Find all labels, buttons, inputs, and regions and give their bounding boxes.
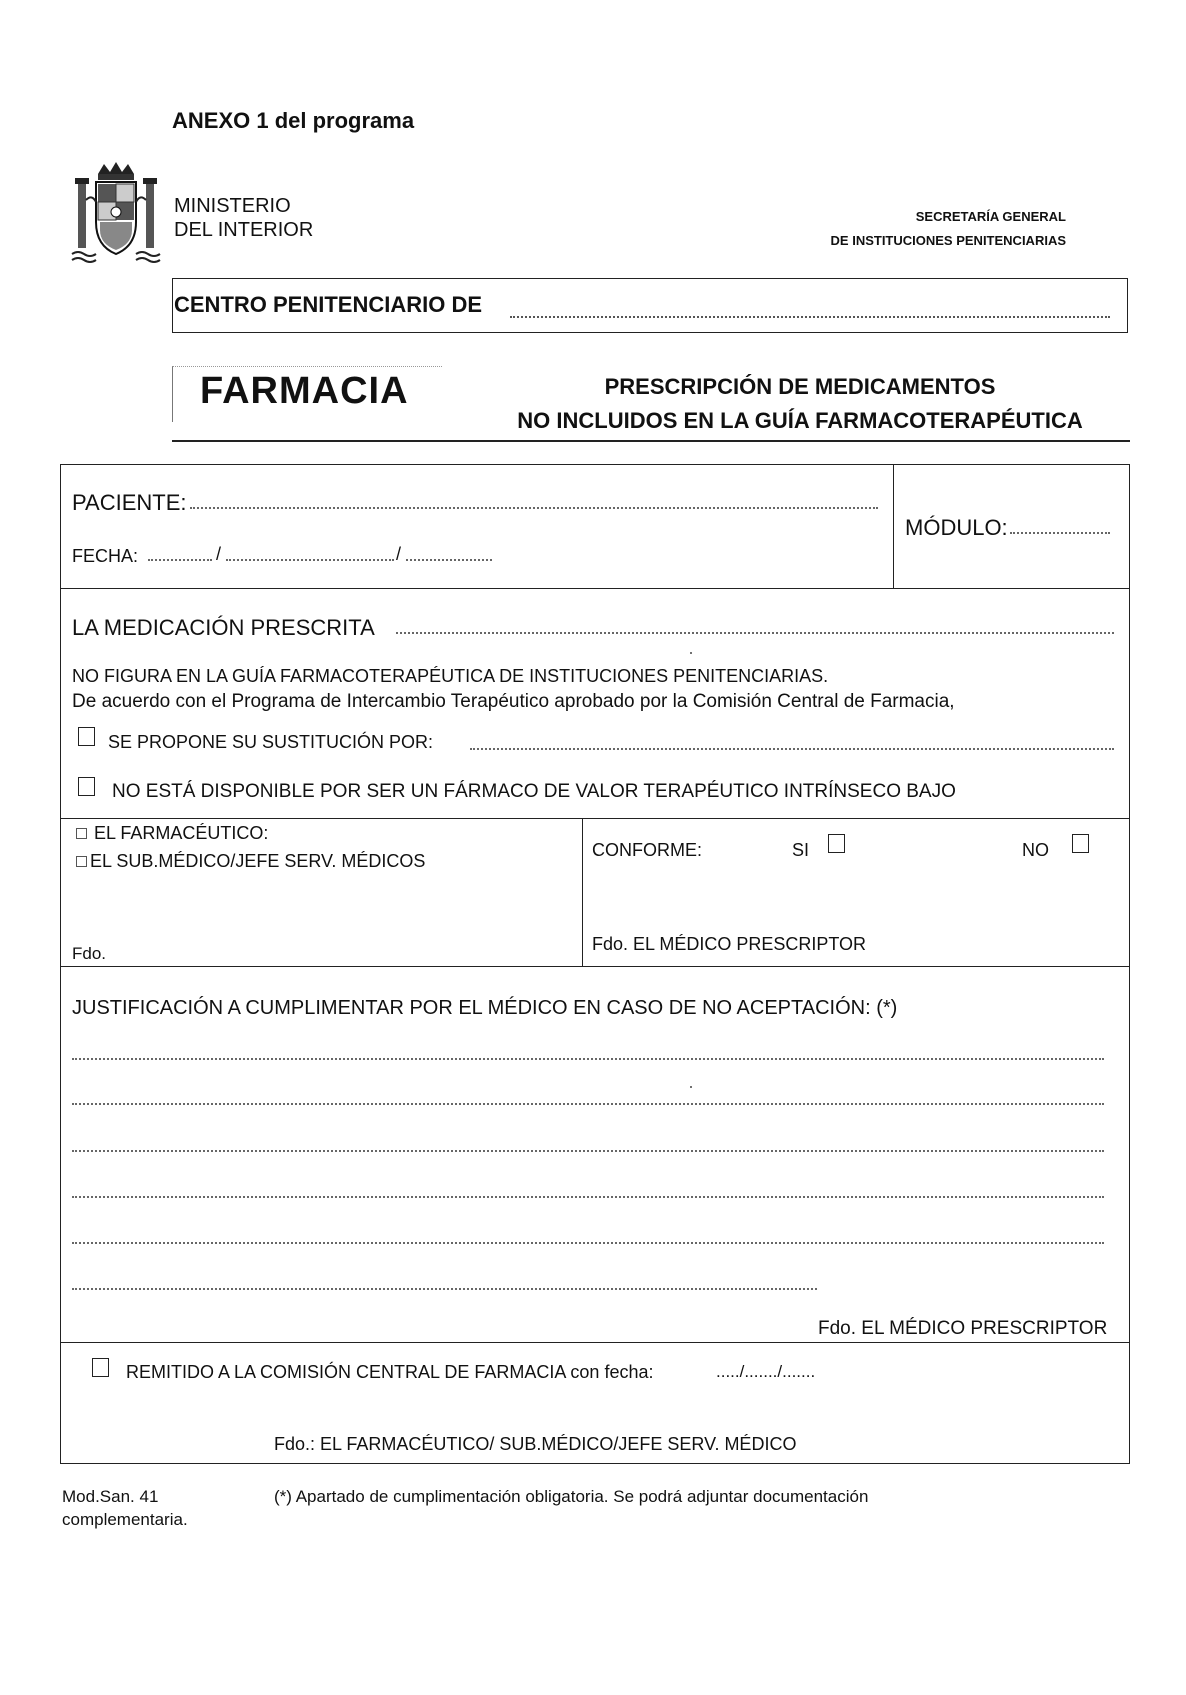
fecha-label: FECHA: bbox=[72, 546, 139, 566]
secretaria-line1: SECRETARÍA GENERAL bbox=[915, 209, 1066, 224]
justificacion-line-5[interactable] bbox=[72, 1242, 1104, 1244]
fecha-slash-2: / bbox=[396, 544, 402, 564]
no-disponible-label: NO ESTÁ DISPONIBLE POR SER UN FÁRMACO DE VALOR TERAPÉUTICO INTRÍNSECO BAJO bbox=[112, 781, 956, 802]
justificacion-signature: Fdo. EL MÉDICO PRESCRIPTOR bbox=[818, 1318, 1108, 1339]
signers-divider bbox=[582, 818, 583, 966]
farmaceutico-checkbox[interactable] bbox=[76, 828, 87, 839]
scan-speck bbox=[690, 1086, 692, 1088]
justificacion-line-1[interactable] bbox=[72, 1058, 1104, 1060]
justificacion-line-3[interactable] bbox=[72, 1150, 1104, 1152]
form-title-line2: NO INCLUIDOS EN LA GUÍA FARMACOTERAPÉUTICA bbox=[517, 408, 1083, 433]
form-frame bbox=[60, 464, 1130, 1464]
scan-speck bbox=[690, 652, 692, 654]
footnote-line1: (*) Apartado de cumplimentación obligatoria. Se podrá adjuntar documentación bbox=[274, 1487, 869, 1506]
fecha-slash-1: / bbox=[216, 544, 222, 564]
medicacion-prescrita-label: LA MEDICACIÓN PRESCRITA bbox=[72, 615, 375, 640]
paciente-label: PACIENTE: bbox=[72, 490, 187, 515]
ministry-line1: MINISTERIO bbox=[174, 195, 291, 217]
remitido-date-input[interactable]: ...../......./....... bbox=[716, 1362, 816, 1381]
justificacion-line-4[interactable] bbox=[72, 1196, 1104, 1198]
sustitucion-label: SE PROPONE SU SUSTITUCIÓN POR: bbox=[108, 732, 434, 752]
section-divider bbox=[60, 1342, 1130, 1343]
fdo-label: Fdo. bbox=[72, 944, 107, 963]
section-divider bbox=[60, 588, 1130, 589]
secretaria-general bbox=[831, 205, 1066, 253]
justificacion-label: JUSTIFICACIÓN A CUMPLIMENTAR POR EL MÉDICO EN CASO DE NO ACEPTACIÓN: (*) bbox=[72, 997, 898, 1019]
medicacion-input[interactable] bbox=[396, 632, 1114, 634]
section-divider bbox=[60, 818, 1130, 819]
conforme-label: CONFORME: bbox=[592, 840, 702, 860]
conforme-si-checkbox[interactable] bbox=[828, 834, 845, 853]
annex-title: ANEXO 1 del programa bbox=[172, 108, 415, 133]
form-title bbox=[470, 370, 1130, 438]
ministry-name bbox=[174, 194, 313, 242]
section-divider bbox=[60, 966, 1130, 967]
modulo-divider bbox=[893, 464, 894, 588]
conforme-no-checkbox[interactable] bbox=[1072, 834, 1089, 853]
submedico-label: EL SUB.MÉDICO/JEFE SERV. MÉDICOS bbox=[90, 851, 426, 871]
form-title-line1: PRESCRIPCIÓN DE MEDICAMENTOS bbox=[604, 374, 996, 399]
header-rule bbox=[172, 440, 1130, 442]
secretaria-line2: DE INSTITUCIONES PENITENCIARIAS bbox=[830, 233, 1066, 248]
no-disponible-checkbox[interactable] bbox=[78, 777, 95, 796]
footnote-line2: complementaria. bbox=[62, 1510, 188, 1529]
sustitucion-input[interactable] bbox=[470, 748, 1114, 750]
centro-input[interactable] bbox=[510, 294, 1110, 318]
fecha-year-input[interactable] bbox=[406, 559, 492, 561]
modulo-input[interactable] bbox=[1010, 532, 1110, 534]
fecha-day-input[interactable] bbox=[148, 559, 212, 561]
fecha-month-input[interactable] bbox=[226, 559, 394, 561]
department-title: FARMACIA bbox=[200, 370, 409, 412]
no-label: NO bbox=[1022, 840, 1049, 860]
fdo-prescriptor-label: Fdo. EL MÉDICO PRESCRIPTOR bbox=[592, 934, 867, 954]
justificacion-line-2[interactable] bbox=[72, 1103, 1104, 1105]
submedico-checkbox[interactable] bbox=[76, 856, 87, 867]
si-label: SI bbox=[792, 840, 810, 860]
remitido-label: REMITIDO A LA COMISIÓN CENTRAL DE FARMACIA con fecha: bbox=[126, 1362, 654, 1382]
paciente-input[interactable] bbox=[190, 507, 878, 509]
sustitucion-checkbox[interactable] bbox=[78, 727, 95, 746]
justificacion-line-6[interactable] bbox=[72, 1288, 817, 1290]
remitido-signature: Fdo.: EL FARMACÉUTICO/ SUB.MÉDICO/JEFE SERV. MÉDICO bbox=[274, 1434, 797, 1454]
remitido-checkbox[interactable] bbox=[92, 1358, 109, 1377]
royal-crest-icon bbox=[70, 160, 162, 268]
acuerdo-text: De acuerdo con el Programa de Intercambio Terapéutico aprobado por la Comisión Central de Farmacia, bbox=[72, 691, 955, 712]
model-code: Mod.San. 41 bbox=[62, 1487, 159, 1506]
centro-label: CENTRO PENITENCIARIO DE bbox=[174, 292, 483, 317]
ministry-line2: DEL INTERIOR bbox=[174, 219, 314, 241]
farmaceutico-label: EL FARMACÉUTICO: bbox=[94, 823, 269, 843]
no-figura-text: NO FIGURA EN LA GUÍA FARMACOTERAPÉUTICA DE INSTITUCIONES PENITENCIARIAS. bbox=[72, 666, 829, 686]
modulo-label: MÓDULO: bbox=[905, 515, 1008, 540]
